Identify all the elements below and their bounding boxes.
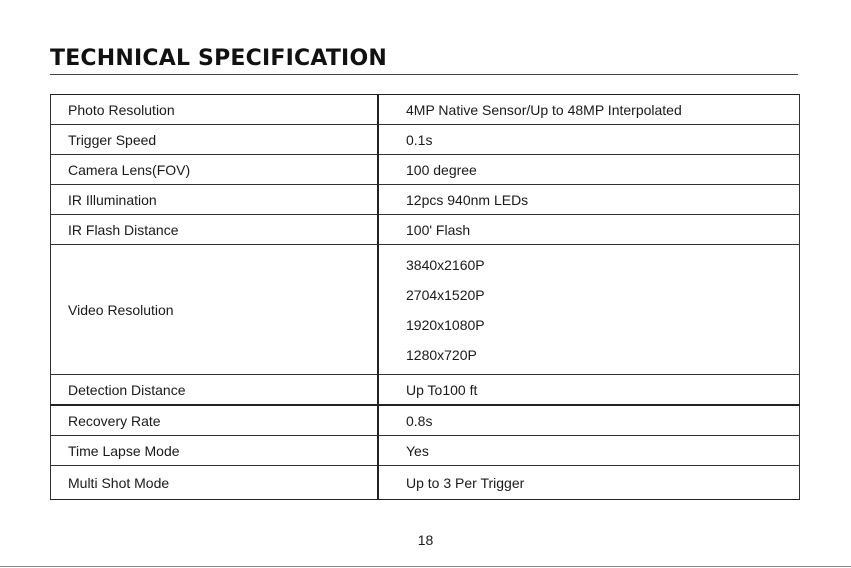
spec-label: Multi Shot Mode [51,466,379,500]
spec-label: IR Flash Distance [51,215,379,245]
spec-value: Up To100 ft [378,375,800,406]
spec-label: Time Lapse Mode [51,436,379,466]
page-title: TECHNICAL SPECIFICATION [50,46,387,71]
video-resolution-list [406,250,799,370]
table-row [51,125,800,155]
spec-label: IR Illumination [51,185,379,215]
page-bottom-divider [0,566,851,567]
spec-label: Camera Lens(FOV) [51,155,379,185]
spec-value: 100' Flash [378,215,800,245]
table-row [51,155,800,185]
table-row [51,436,800,466]
table-row [51,405,800,436]
spec-label: Recovery Rate [51,405,379,436]
table-row [51,215,800,245]
table-row [51,466,800,500]
spec-label: Photo Resolution [51,95,379,125]
table-row [51,95,800,125]
spec-value: 100 degree [378,155,800,185]
table-row [51,375,800,406]
spec-value: 0.1s [378,125,800,155]
spec-value: Up to 3 Per Trigger [378,466,800,500]
list-item: 1920x1080P [406,316,485,333]
list-item: 1280x720P [406,346,477,363]
spec-value: 4MP Native Sensor/Up to 48MP Interpolated [378,95,800,125]
spec-label: Trigger Speed [51,125,379,155]
title-divider [50,74,798,75]
table-row [51,185,800,215]
spec-value: Yes [378,436,800,466]
page-number: 18 [417,532,434,548]
spec-label: Detection Distance [51,375,379,406]
list-item: 2704x1520P [406,286,485,303]
list-item: 3840x2160P [406,256,485,273]
spec-value: 12pcs 940nm LEDs [378,185,800,215]
spec-value: 0.8s [378,405,800,436]
table-row [51,245,800,375]
spec-label: Video Resolution [51,245,379,375]
spec-value-list [378,245,800,375]
spec-table [50,94,800,500]
